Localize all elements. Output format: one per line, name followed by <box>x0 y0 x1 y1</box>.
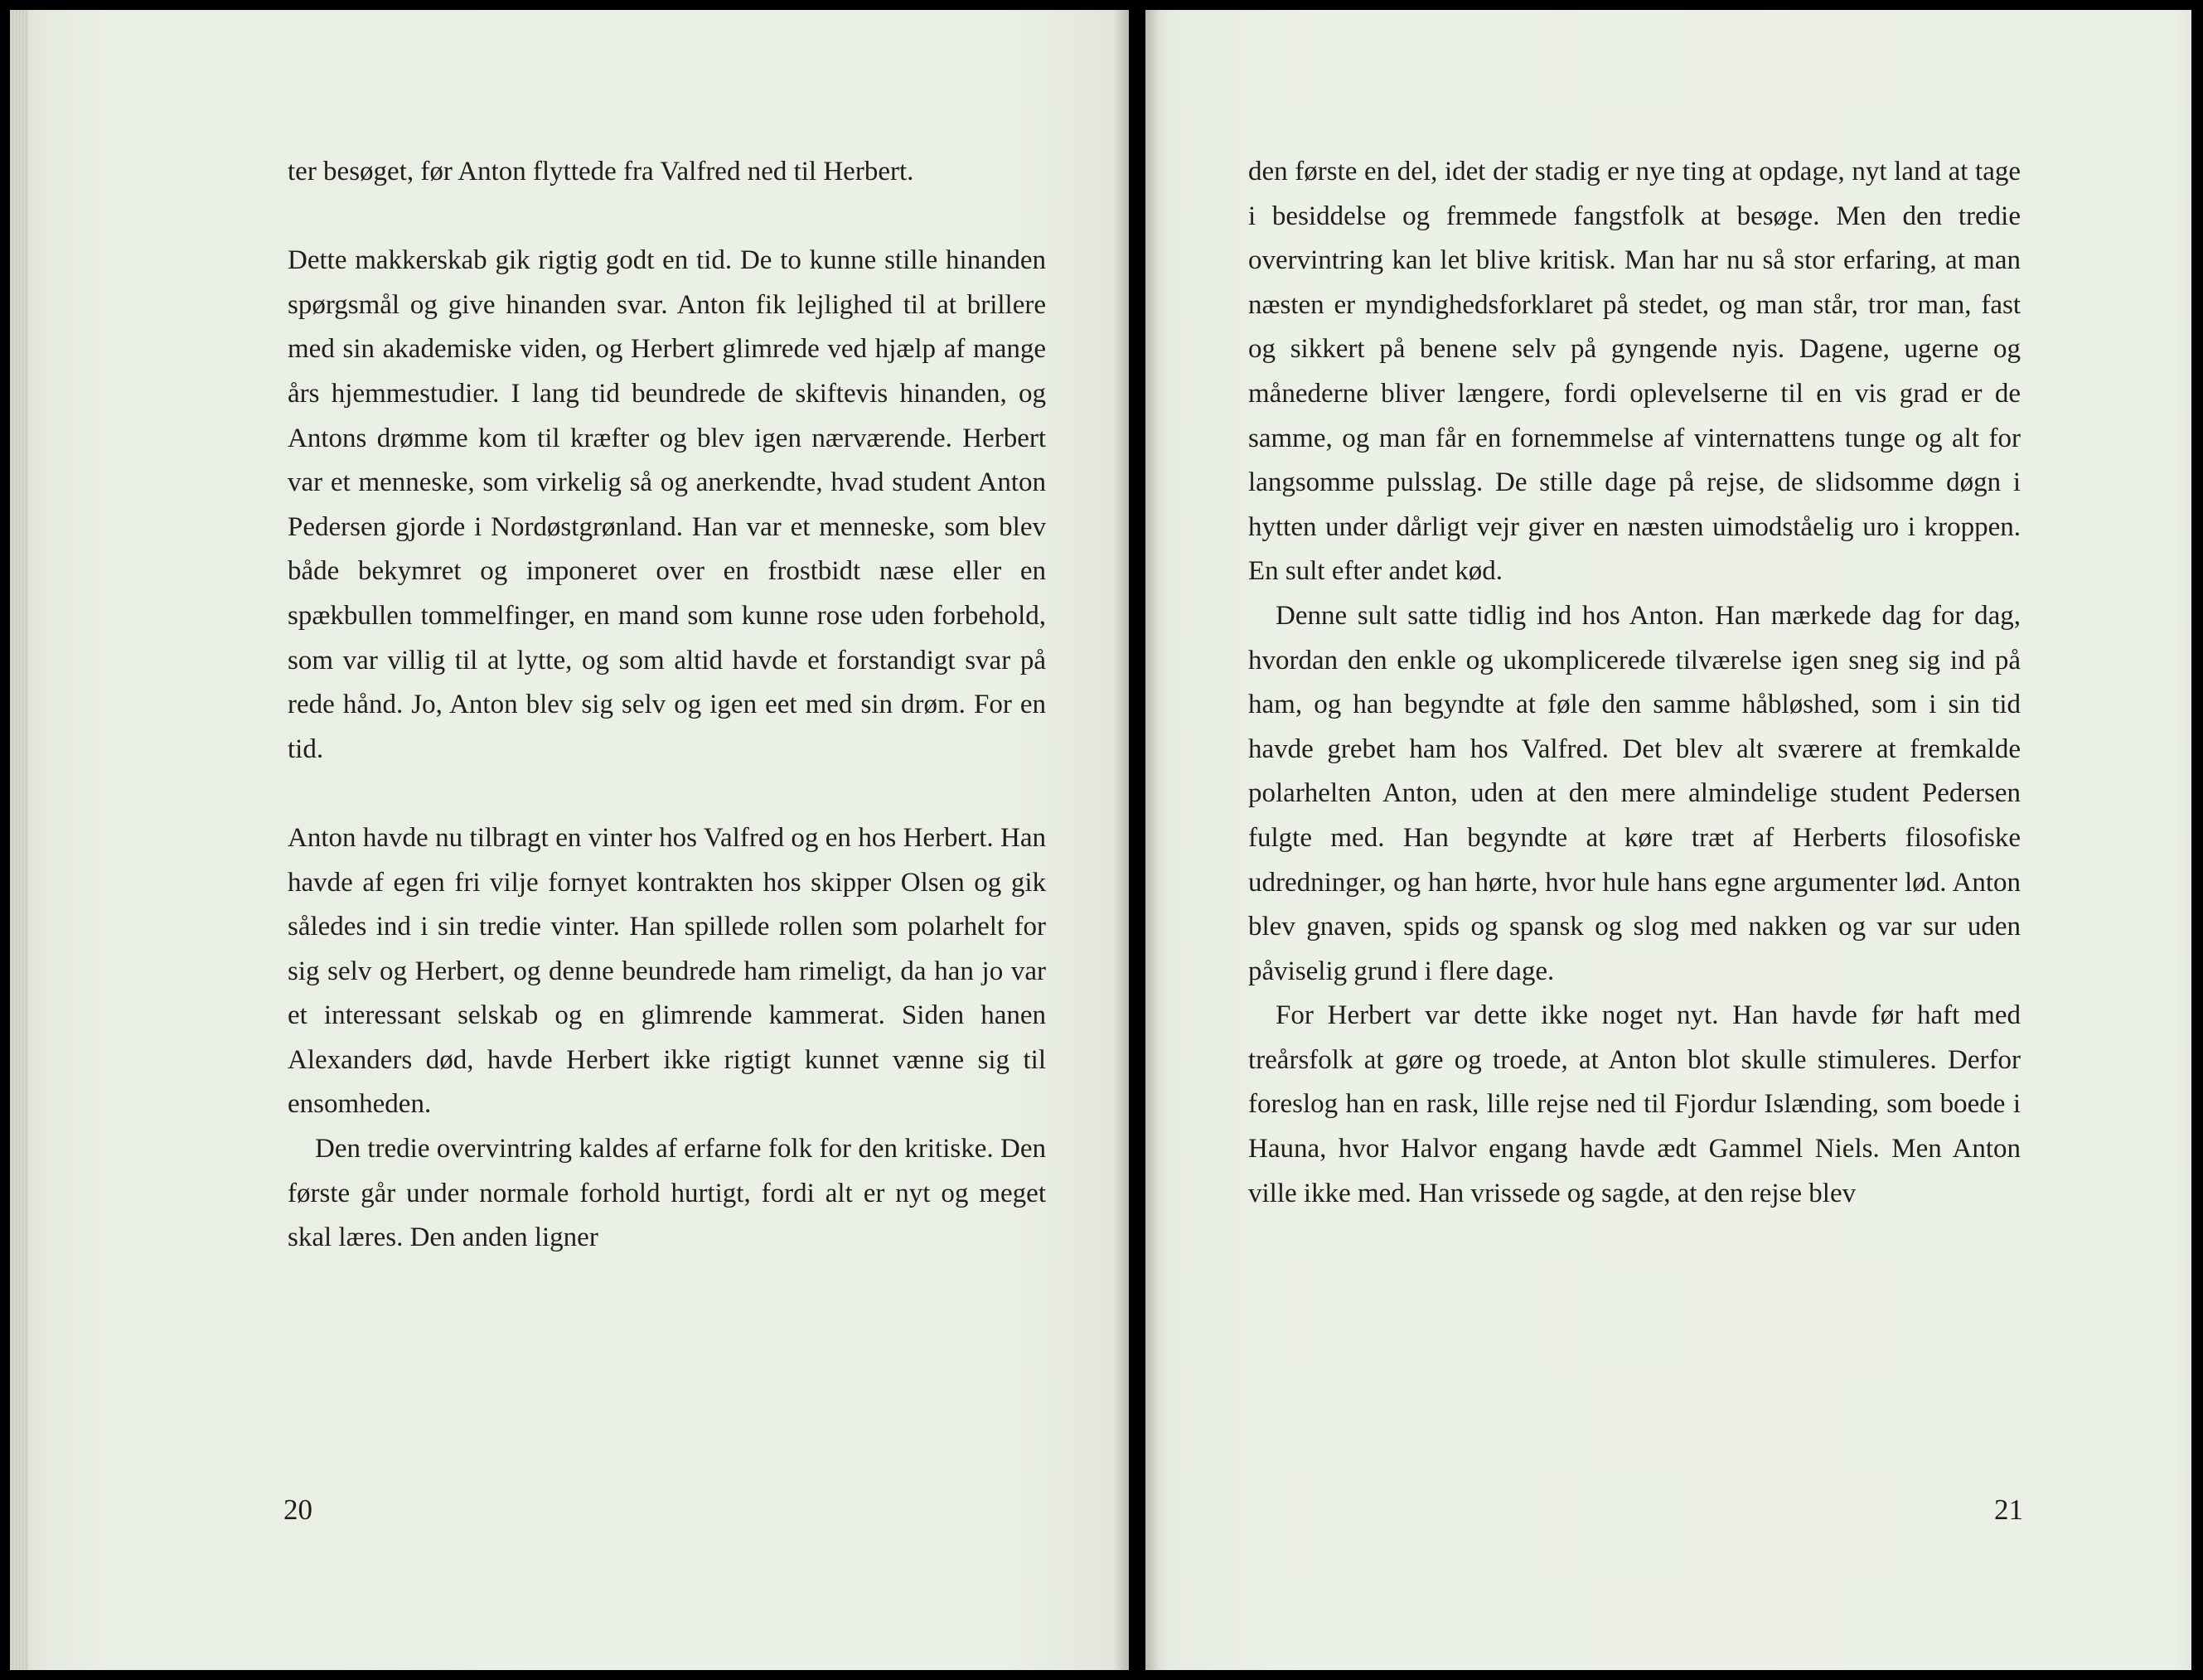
paragraph: Anton havde nu tilbragt en vinter hos Valfred og en hos Herbert. Han havde af egen fri vilje fornyet kontrakten hos skipper Olsen og gik således ind i sin tredie vinter. Han spillede rollen som polarhelt for sig selv og Herbert, og denne beundrede ham rimeligt, da han jo var et interessant selskab og en glimrende kammerat. Siden hanen Alexanders død, havde Herbert ikke rigtigt kunnet vænne sig til ensomheden. <box>288 822 1046 1120</box>
paragraph: Dette makkerskab gik rigtig godt en tid. De to kunne stille hinanden spørgsmål og give hinanden svar. Anton fik lejlighed til at brillere med sin akademiske viden, og Herbert glimrede ved hjælp af mange års hjemmestudier. I lang tid beundrede de skiftevis hinanden, og Antons drømme kom til kræfter og blev igen nærværende. Herbert var et menneske, som virkelig så og anerkendte, hvad student Anton Pedersen gjorde i Nordøstgrønland. Han var et menneske, som blev både bekymret og imponeret over en frostbidt næse eller en spækbullen tommelfinger, en mand som kunne rose uden forbehold, som var villig til at lytte, og som altid havde et forstandigt svar på rede hånd. Jo, Anton blev sig selv og igen eet med sin drøm. For en tid. <box>288 245 1046 764</box>
left-page-text <box>288 150 1046 1261</box>
paragraph: For Herbert var dette ikke noget nyt. Han havde før haft med treårsfolk at gøre og troede, at Anton blot skulle stimuleres. Derfor foreslog han en rask, lille rejse ned til Fjordur Islænding, som boede i Hauna, hvor Halvor engang havde ædt Gammel Niels. Men Anton ville ikke med. Han vrissede og sagde, at den rejse blev <box>1248 1000 2021 1208</box>
gutter-shadow <box>1145 10 1160 1670</box>
paragraph: Denne sult satte tidlig ind hos Anton. Han mærkede dag for dag, hvordan den enkle og ukomplicerede tilværelse igen sneg sig ind på ham, og han begyndte at føle den samme håbløshed, som i sin tid havde grebet ham hos Valfred. Det blev alt sværere at fremkalde polarhelten Anton, uden at den mere almindelige student Pedersen fulgte med. Han begyndte at køre træt af Herberts filosofiske udredninger, og han hørte, hvor hule hans egne argumenter lød. Anton blev gnaven, spids og spansk og slog med nakken og var sur uden påviselig grund i flere dage. <box>1248 600 2021 986</box>
gutter-shadow <box>1114 10 1129 1670</box>
left-page <box>10 10 1129 1670</box>
paragraph: Den tredie overvintring kaldes af erfarne folk for den kritiske. Den første går under normale forhold hurtigt, fordi alt er nyt og meget skal læres. Den anden ligner <box>288 1134 1046 1253</box>
page-number: 21 <box>1994 1494 2023 1526</box>
paragraph: den første en del, idet der stadig er nye ting at opdage, nyt land at tage i besiddelse og fremmede fangstfolk at besøge. Men den tredie overvintring kan let blive kritisk. Man har nu så stor erfaring, at man næsten er myndighedsforklaret på stedet, og man står, tror man, fast og sikkert på benene selv på gyngende nyis. Dagene, ugerne og månederne bliver længere, fordi oplevelserne til en vis grad er de samme, og man får en fornemmelse af vinternattens tunge og alt for langsomme pulsslag. De stille dage på rejse, de slidsomme døgn i hytten under dårligt vejr giver en næsten uimodståelig uro i kroppen. En sult efter andet kød. <box>1248 157 2021 587</box>
paragraph: ter besøget, før Anton flyttede fra Valfred ned til Herbert. <box>288 157 914 186</box>
page-number: 20 <box>283 1494 312 1526</box>
right-page <box>1145 10 2191 1670</box>
right-page-text <box>1248 150 2021 1216</box>
page-edge <box>10 10 28 1670</box>
